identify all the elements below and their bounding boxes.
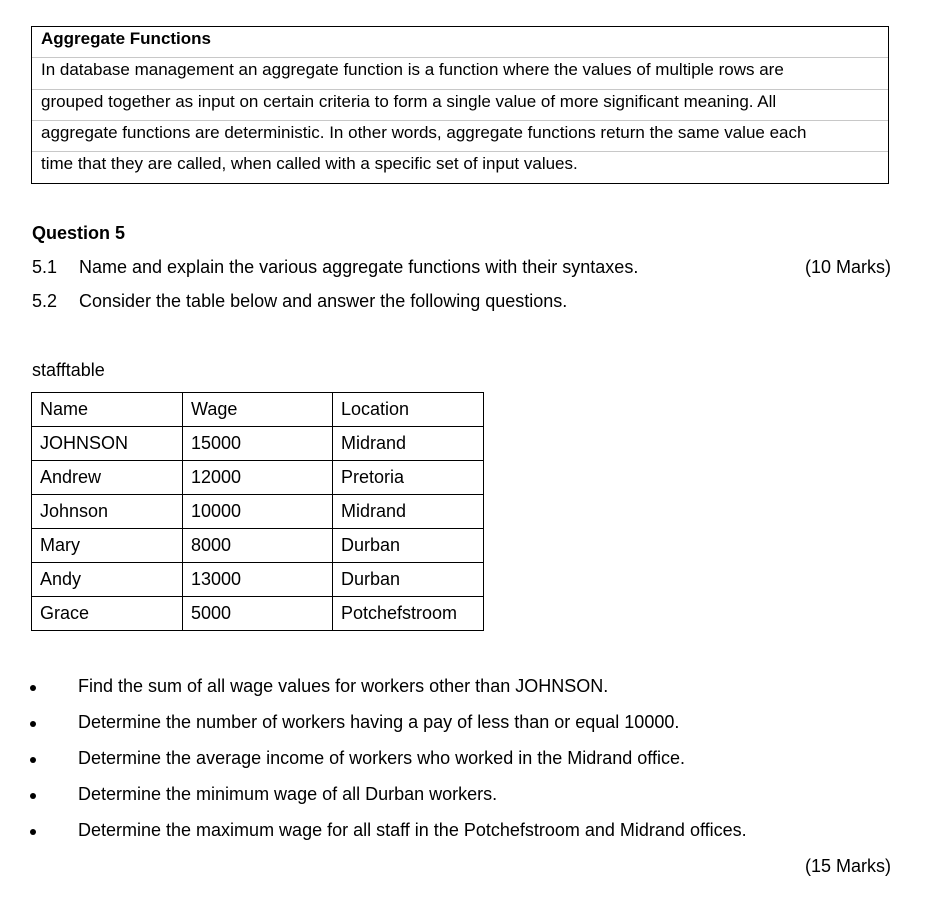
table-row [32, 427, 484, 461]
table-cell: 5000 [183, 597, 333, 631]
info-line: In database management an aggregate function is a function where the values of multiple rows are [41, 60, 784, 79]
table-row [32, 563, 484, 597]
table-cell: 8000 [183, 529, 333, 563]
bullet-icon [30, 685, 36, 691]
header-cell: Wage [183, 393, 333, 427]
task-text: Determine the number of workers having a pay of less than or equal 10000. [78, 712, 680, 732]
table-header-row [32, 393, 484, 427]
table-row [32, 495, 484, 529]
table-cell: 15000 [183, 427, 333, 461]
table-cell: Pretoria [333, 461, 484, 495]
header-cell: Location [333, 393, 484, 427]
table-cell: Andrew [32, 461, 183, 495]
task-text: Determine the maximum wage for all staff in the Potchefstroom and Midrand offices. [78, 820, 747, 840]
table-cell: Potchefstroom [333, 597, 484, 631]
question-number: 5.2 [32, 291, 58, 311]
table-caption: stafftable [32, 360, 105, 380]
table-cell: Grace [32, 597, 183, 631]
line-separator [32, 151, 888, 152]
table-row [32, 461, 484, 495]
table-cell: Midrand [333, 427, 484, 461]
table-row [32, 597, 484, 631]
table-cell: 13000 [183, 563, 333, 597]
question-number: 5.1 [32, 257, 58, 277]
table-row [32, 529, 484, 563]
table-cell: Durban [333, 529, 484, 563]
table-cell: Johnson [32, 495, 183, 529]
bullet-icon [30, 793, 36, 799]
bullet-icon [30, 829, 36, 835]
info-line: aggregate functions are deterministic. In other words, aggregate functions return the same value each [41, 123, 807, 142]
info-box-title: Aggregate Functions [41, 29, 212, 48]
question-text: Consider the table below and answer the following questions. [79, 291, 568, 311]
question-heading: Question 5 [32, 223, 126, 243]
aggregate-functions-box [31, 26, 889, 184]
table-cell: Andy [32, 563, 183, 597]
info-line: grouped together as input on certain criteria to form a single value of more significant meaning. All [41, 92, 777, 111]
task-text: Determine the minimum wage of all Durban workers. [78, 784, 498, 804]
table-cell: 10000 [183, 495, 333, 529]
marks-label: (15 Marks) [804, 856, 891, 876]
table-cell: Durban [333, 563, 484, 597]
table-cell: Midrand [333, 495, 484, 529]
table-cell: Mary [32, 529, 183, 563]
header-cell: Name [32, 393, 183, 427]
table-cell: 12000 [183, 461, 333, 495]
bullet-icon [30, 757, 36, 763]
staff-table [31, 392, 484, 631]
task-text: Find the sum of all wage values for workers other than JOHNSON. [78, 676, 609, 696]
question-text: Name and explain the various aggregate functions with their syntaxes. [79, 257, 639, 277]
line-separator [32, 57, 888, 58]
line-separator [32, 120, 888, 121]
table-cell: JOHNSON [32, 427, 183, 461]
bullet-icon [30, 721, 36, 727]
task-text: Determine the average income of workers who worked in the Midrand office. [78, 748, 685, 768]
info-line: time that they are called, when called with a specific set of input values. [41, 154, 578, 173]
marks-label: (10 Marks) [804, 257, 891, 277]
line-separator [32, 89, 888, 90]
